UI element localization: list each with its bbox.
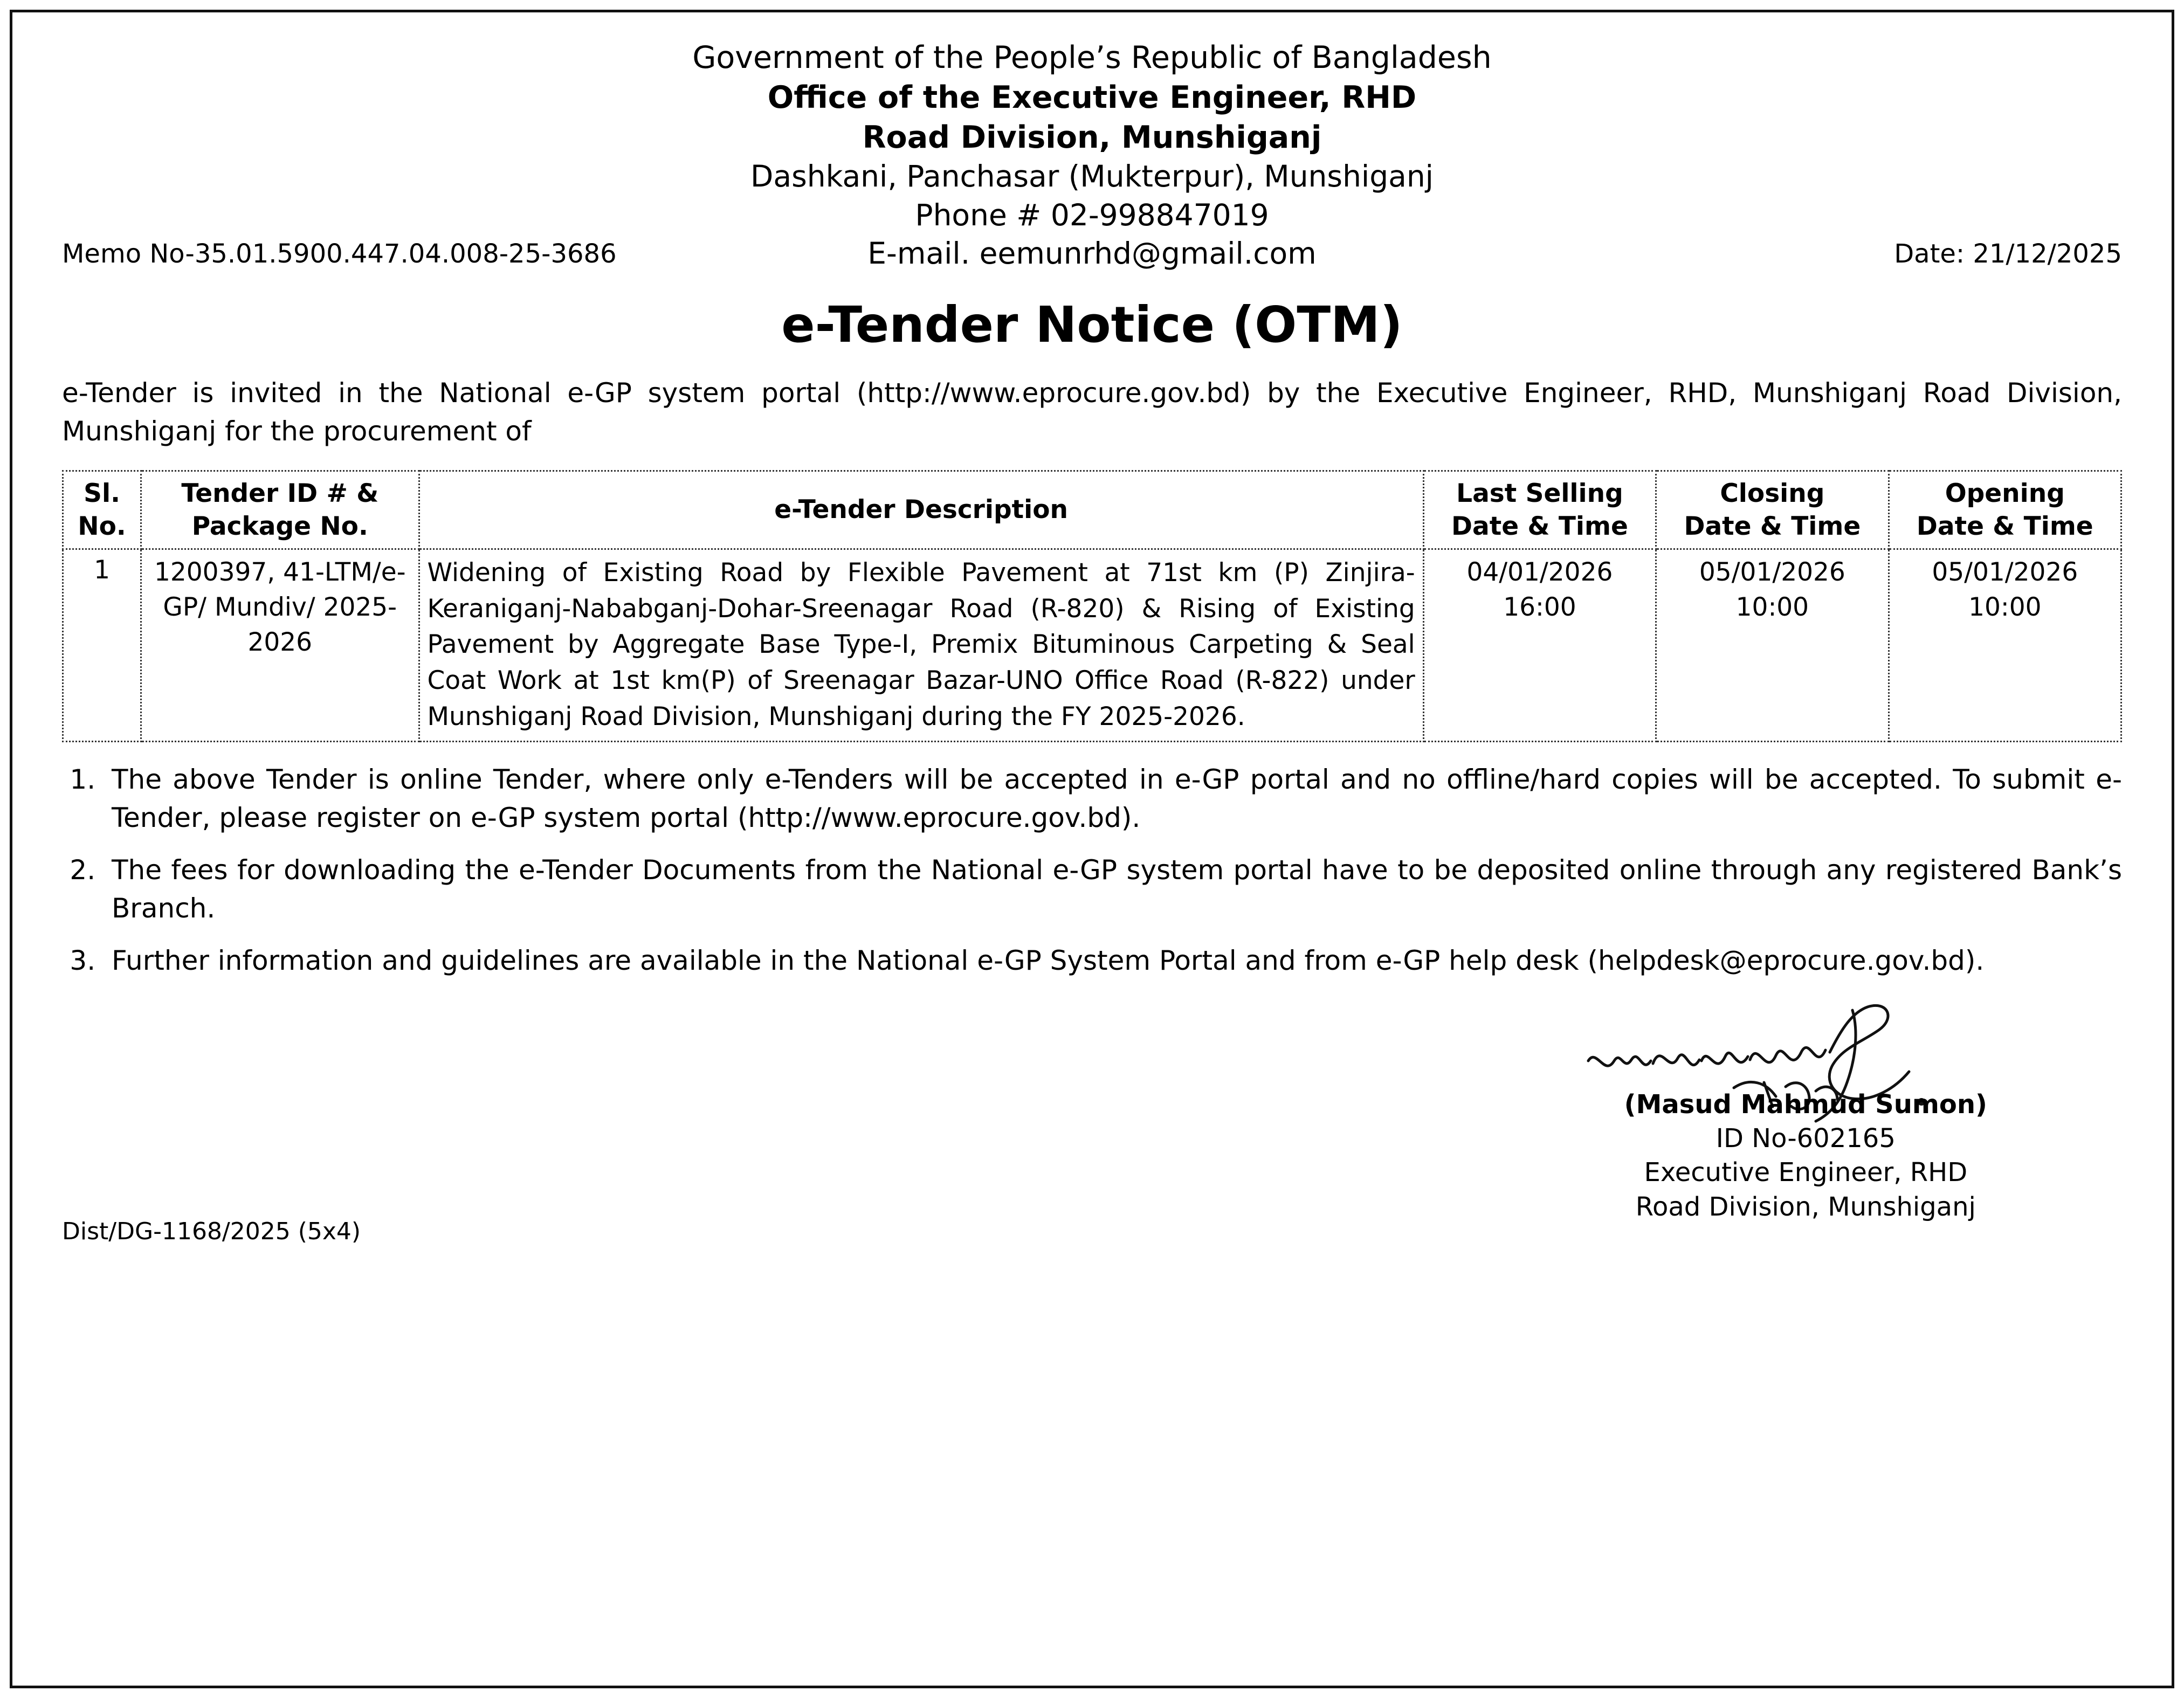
list-item: 1. The above Tender is online Tender, where only e-Tenders will be accepted in e-GP portal and no offline/hard copies will be accepted. To submit e-Tender, please register on e-GP system portal (http://www.eprocure.gov.bd). — [104, 761, 2122, 837]
notes-list — [62, 761, 2122, 980]
cell-sl-no: 1 — [63, 549, 141, 741]
division-name: Road Division, Munshiganj — [862, 120, 1322, 156]
th-sl-no: Sl. No. — [63, 471, 141, 549]
cell-description: Widening of Existing Road by Flexible Pavement at 71st km (P) Zinjira-Keraniganj-Nababganj-Dohar-Sreenagar Road (R-820) & Rising of Existing Pavement by Aggregate Base Type-I, Premix Bituminous Carpeting & Seal Coat Work at 1st km(P) of Sreenagar Bazar-UNO Office Road (R-822) under Munshiganj Road Division, Munshiganj during the FY 2025-2026. — [419, 549, 1423, 741]
th-description: e-Tender Description — [419, 471, 1423, 549]
tender-table — [62, 470, 2122, 742]
th-closing: Closing Date & Time — [1656, 471, 1889, 549]
office-email: E-mail. eemunrhd@gmail.com — [867, 236, 1317, 271]
office-phone: Phone # 02-998847019 — [915, 197, 1269, 232]
signatory-office: Road Division, Munshiganj — [1635, 1191, 1976, 1222]
list-item: 3. Further information and guidelines are available in the National e-GP System Portal and from e-GP help desk (helpdesk@eprocure.gov.bd). — [104, 942, 2122, 980]
memo-date: Date: 21/12/2025 — [1894, 238, 2122, 269]
cell-tender-id: 1200397, 41-LTM/e-GP/ Mundiv/ 2025-2026 — [141, 549, 419, 741]
list-item: 2. The fees for downloading the e-Tender Documents from the National e-GP system portal have to be deposited online through any registered Bank’s Branch. — [104, 851, 2122, 928]
th-last-selling: Last Selling Date & Time — [1423, 471, 1656, 549]
memo-number: Memo No-35.01.5900.447.04.008-25-3686 — [62, 238, 617, 269]
cell-last-selling: 04/01/2026 16:00 — [1423, 549, 1656, 741]
page-title: e-Tender Notice (OTM) — [781, 295, 1403, 354]
cell-opening: 05/01/2026 10:00 — [1889, 549, 2121, 741]
organization-header — [62, 38, 2122, 273]
signature-area — [62, 1018, 2122, 1250]
signatory-designation: Executive Engineer, RHD — [1644, 1157, 1968, 1188]
signature-block — [1624, 1088, 1987, 1224]
table-row — [63, 549, 2121, 741]
office-address: Dashkani, Panchasar (Mukterpur), Munshiganj — [750, 159, 1434, 194]
intro-paragraph: e-Tender is invited in the National e-GP system portal (http://www.eprocure.gov.bd) by the Executive Engineer, RHD, Munshiganj Road Division, Munshiganj for the procurement of — [62, 377, 2122, 447]
signatory-id: ID No-602165 — [1715, 1123, 1896, 1154]
country-name: Government of the People’s Republic of Bangladesh — [692, 40, 1492, 75]
cell-closing: 05/01/2026 10:00 — [1656, 549, 1889, 741]
th-tender-id: Tender ID # & Package No. — [141, 471, 419, 549]
page-content — [32, 22, 2152, 1250]
office-name: Office of the Executive Engineer, RHD — [767, 80, 1417, 116]
signatory-name: (Masud Mahmud Sumon) — [1624, 1089, 1987, 1120]
table-header-row — [63, 471, 2121, 549]
th-opening: Opening Date & Time — [1889, 471, 2121, 549]
footer-dist-code: Dist/DG-1168/2025 (5x4) — [62, 1217, 361, 1245]
